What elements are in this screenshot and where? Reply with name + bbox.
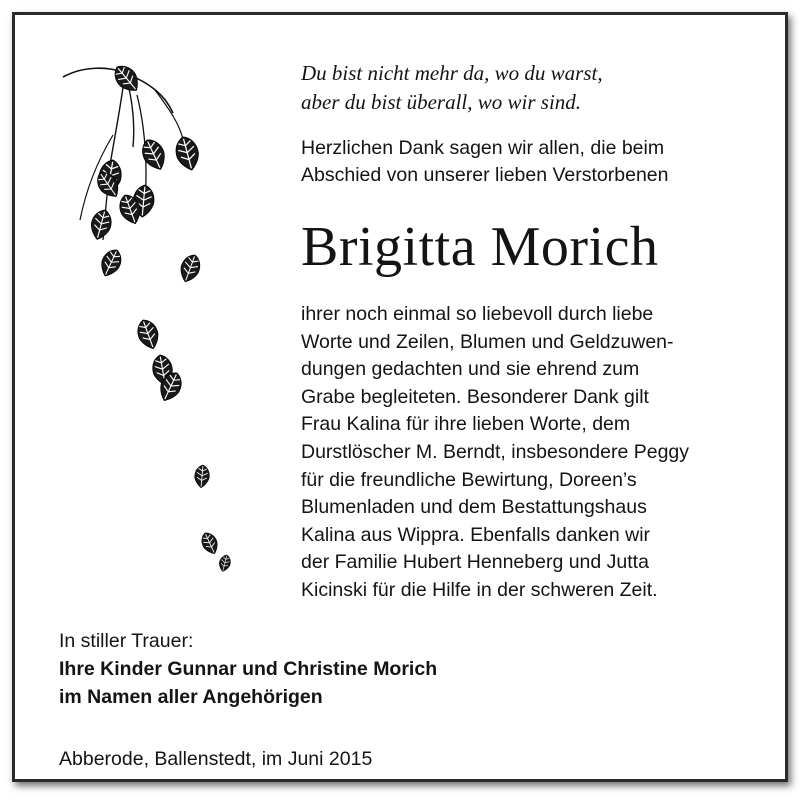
motto-line: Du bist nicht mehr da, wo du warst,	[301, 61, 603, 85]
body-line: für die freundliche Bewirtung, Doreen’s	[301, 468, 637, 491]
signature-relatives: im Namen aller Angehörigen	[59, 686, 323, 708]
body-line: Worte und Zeilen, Blumen und Geldzuwen-	[301, 330, 674, 353]
body-line: Blumenladen und dem Bestattungshaus	[301, 496, 647, 519]
signature-block	[59, 627, 759, 711]
deceased-name: Brigitta Morich	[301, 216, 659, 278]
intro-line: Abschied von unserer lieben Verstorbenen	[301, 164, 669, 186]
birch-leaves-icon	[55, 55, 255, 595]
notice-frame	[12, 12, 788, 782]
body-line: dungen gedachten und sie ehrend zum	[301, 358, 640, 381]
body-line: Kicinski für die Hilfe in der schweren Zeit.	[301, 578, 658, 601]
signature-names: Ihre Kinder Gunnar und Christine Morich	[59, 658, 438, 680]
body-line: Durstlöscher M. Berndt, insbesondere Peggy	[301, 440, 690, 463]
body-line: ihrer noch einmal so liebevoll durch liebe	[301, 303, 654, 325]
thanks-intro	[301, 135, 781, 189]
motto-line: aber du bist überall, wo wir sind.	[301, 90, 582, 114]
thanks-body	[301, 301, 787, 605]
signature-intro: In stiller Trauer:	[59, 630, 194, 652]
intro-line: Herzlichen Dank sagen wir allen, die beim	[301, 137, 665, 159]
body-line: Frau Kalina für ihre lieben Worte, dem	[301, 413, 631, 436]
body-line: Kalina aus Wippra. Ebenfalls danken wir	[301, 523, 651, 546]
place-date: Abberode, Ballenstedt, im Juni 2015	[59, 748, 373, 770]
body-line: Grabe begleiteten. Besonderer Dank gilt	[301, 385, 649, 408]
body-line: der Familie Hubert Henneberg und Jutta	[301, 551, 649, 574]
memorial-motto	[301, 59, 781, 117]
